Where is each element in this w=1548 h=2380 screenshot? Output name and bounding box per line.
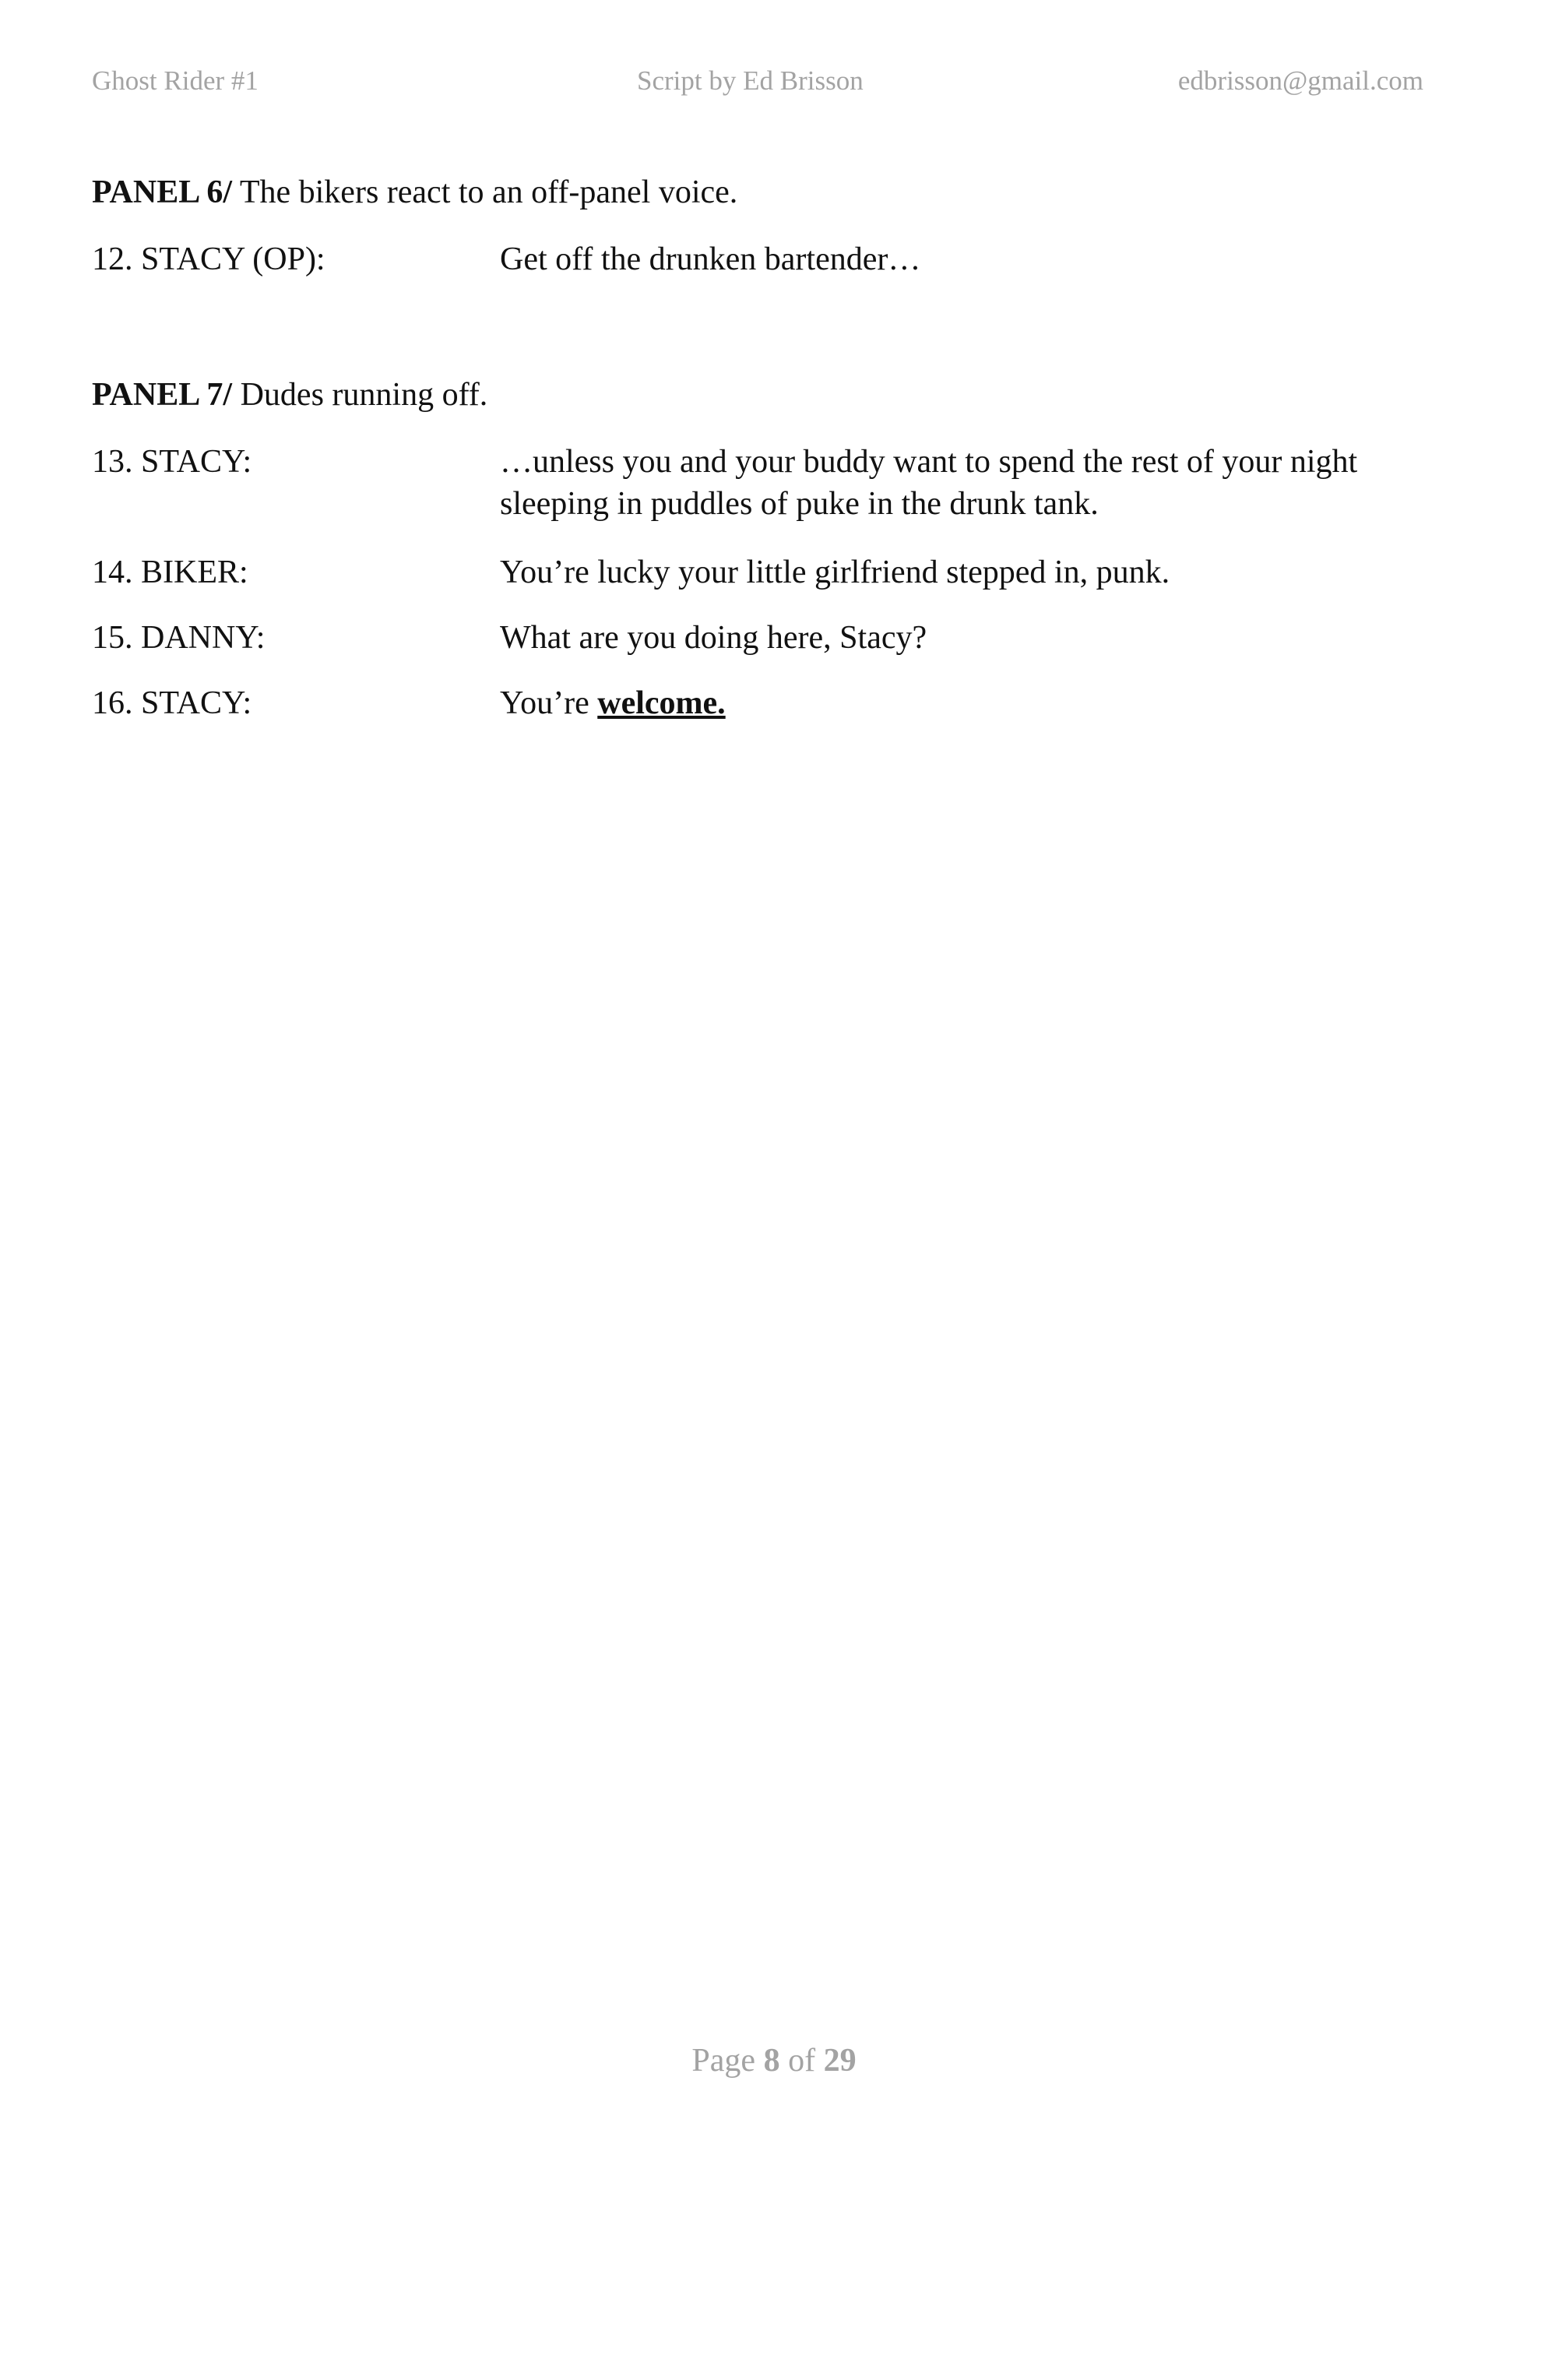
page-number: 8 <box>763 2043 780 2079</box>
dialogue-emphasis: welcome. <box>597 685 726 721</box>
panel-6-label: PANEL 6/ <box>92 174 233 210</box>
dialogue-line-15 <box>92 617 1431 659</box>
page-total: 29 <box>823 2043 857 2079</box>
speaker-label: 13. STACY: <box>92 444 252 480</box>
dialogue-text-prefix: You’re <box>500 685 598 721</box>
dialogue-line-12 <box>92 238 1431 280</box>
page-header <box>92 65 1423 104</box>
dialogue-line-13 <box>92 441 1431 525</box>
page-word: Page <box>691 2043 756 2079</box>
panel-7-description: Dudes running off. <box>240 377 488 413</box>
header-author: Script by Ed Brisson <box>637 65 864 96</box>
panel-6-heading <box>92 171 737 213</box>
dialogue-line-14 <box>92 551 1431 593</box>
panel-6-description: The bikers react to an off-panel voice. <box>239 174 738 210</box>
of-word: of <box>788 2043 816 2079</box>
dialogue-text: You’re lucky your little girlfriend stepped in, punk. <box>500 555 1170 590</box>
dialogue-text: …unless you and your buddy want to spend the rest of your night sleeping in puddles of puke in the drunk tank. <box>500 444 1358 522</box>
speaker-label: 14. BIKER: <box>92 555 248 590</box>
header-title: Ghost Rider #1 <box>92 65 259 96</box>
dialogue-line-16 <box>92 682 1431 724</box>
speaker-label: 12. STACY (OP): <box>92 241 325 277</box>
dialogue-text: Get off the drunken bartender… <box>500 241 921 277</box>
dialogue-text <box>500 682 1419 724</box>
dialogue-text: What are you doing here, Stacy? <box>500 620 927 656</box>
speaker-label: 15. DANNY: <box>92 620 266 656</box>
speaker-label: 16. STACY: <box>92 685 252 721</box>
panel-7-heading <box>92 374 487 416</box>
header-email: edbrisson@gmail.com <box>1177 65 1423 96</box>
panel-7-label: PANEL 7/ <box>92 377 233 413</box>
page-footer <box>0 2042 1548 2079</box>
